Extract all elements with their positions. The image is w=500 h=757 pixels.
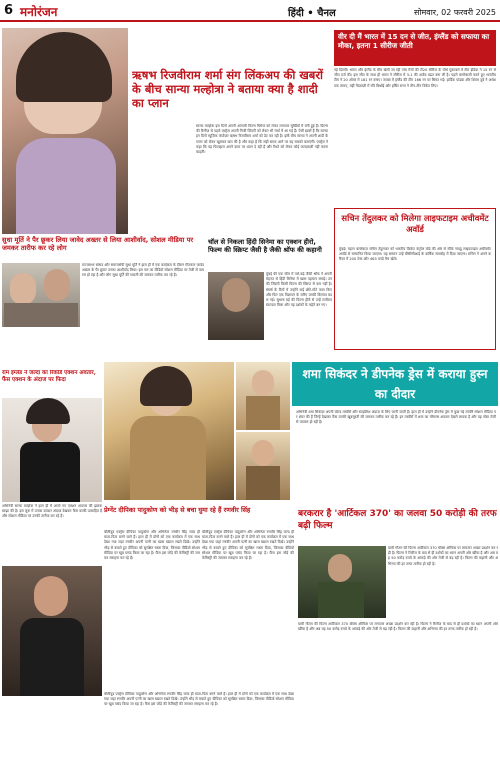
sanya-small-body: अभिनेत्री सान्या मल्होत्रा ने हाल ही में अपने नए एक्शन अवतार की झलक साझा की है। इस लुक में उनका दमदार अंदाज़ देखकर फैंस काफी उत्साहित हैं और सोशल मीडिया पर उनकी तारीफ कर रहे हैं।: [2, 504, 102, 519]
deepika-body-b: बॉलीवुड एक्ट्रेस दीपिका पादुकोण और अभिनेता रणवीर सिंह जल्द ही माता-पिता बनने वाले हैं। हाल ही में दोनों को एक कार्यक्रम में एक साथ देखा गया जहां रणवीर अपनी पत्नी का खास ख्याल रखते दिखे। उन्होंने भीड़ से बचाते हुए दीपिका को सुरक्षित रास्ता दिया, जिसका वीडियो सोशल मीडिया पर खूब पसंद किया जा रहा है। फैंस इस जोड़े की केमिस्ट्री की जमकर सराहना कर रहे हैं।: [202, 530, 294, 561]
cricket-headline: वीर दी मैं भारत में 15 दन से जीत, इंग्लैंड को सफाया का मौका, इतना 1 सीरीज जीती: [334, 30, 496, 66]
lead-headline: ऋषभ रिजवीराम शर्मा संग लिंकअप की खबरों के बीच सान्या मल्होत्रा ने बताया क्या है शादी का प्लान: [132, 68, 324, 110]
chawl-body: मुंबई की एक चॉल में पले-बढ़े जैकी श्रॉफ ने अपनी मेहनत से हिंदी सिनेमा में खास पहचान बनाई। उनकी जिंदगी किसी फिल्म की स्क्रिप्ट से कम नहीं है। संघर्ष के दिनों में उन्होंने कई छोटे-मोटे काम किए और फिर एक विज्ञापन के जरिए उनकी किस्मत बदल गई। सुभाष घई की फिल्म हीरो से उन्हें रातोंरात स्टारडम मिला और वह दर्शकों के चहेते बन गए।: [266, 272, 332, 308]
deepika-body-a: बॉलीवुड एक्ट्रेस दीपिका पादुकोण और अभिनेता रणवीर सिंह जल्द ही माता-पिता बनने वाले हैं। हाल ही में दोनों को एक कार्यक्रम में एक साथ देखा गया जहां रणवीर अपनी पत्नी का खास ख्याल रखते दिखे। उन्होंने भीड़ से बचाते हुए दीपिका को सुरक्षित रास्ता दिया, जिसका वीडियो सोशल मीडिया पर खूब पसंद किया जा रहा है। फैंस इस जोड़े की केमिस्ट्री की जमकर सराहना कर रहे हैं।: [104, 530, 200, 561]
article370-photo: [298, 546, 386, 618]
lead-body: सान्या मल्होत्रा इस दिनों अपनी आगामी फिल्म मिसेज को लेकर लगातार सुर्खियों में बनी हुई हैं। फ़िल्म की रिलीज़ से पहले एक्ट्रेस अपनी निजी ज़िंदगी को लेकर भी चर्चा में आ गई हैं। ऐसी ख़बरें हैं कि सान्या इन दिनों म्यूज़िक कंपोज़र ऋषभ रिजवीराम शर्मा को डेट कर रही हैं। इसी बीच सान्या ने अपनी शादी के प्लान को लेकर खुलकर बात की है और कहा है कि सही समय आने पर वह सबको बताएंगी। एक्ट्रेस ने कहा कि वह फिलहाल अपने काम पर ध्यान दे रही हैं और रिश्ते को लेकर कोई जल्दबाज़ी नहीं करना चाहतीं।: [196, 124, 328, 155]
issue-date: सोमवार, 02 फरवरी 2025: [414, 8, 496, 17]
sudha-body: राज्यसभा सांसद और समाजसेवी सुधा मूर्ति ने हाल ही में एक कार्यक्रम के दौरान गीतकार जावेद अख्तर के पैर छूकर उनका आशीर्वाद लिया। इस पल का वीडियो सोशल मीडिया पर तेजी से वायरल हो रहा है और लोग सुधा मूर्ति की सादगी की जमकर तारीफ कर रहे हैं।: [82, 263, 204, 278]
deepika-caption: बॉलीवुड एक्ट्रेस दीपिका पादुकोण और अभिनेता रणवीर सिंह जल्द ही माता-पिता बनने वाले हैं। हाल ही में दोनों को एक कार्यक्रम में एक साथ देखा गया जहां रणवीर अपनी पत्नी का खास ख्याल रखते दिखे। उन्होंने भीड़ से बचाते हुए दीपिका को सुरक्षित रास्ता दिया, जिसका वीडियो सोशल मीडिया पर खूब पसंद किया जा रहा है। फैंस इस जोड़े की केमिस्ट्री की जमकर सराहना कर रहे हैं।: [104, 692, 294, 707]
chawl-headline: चॉल से निकला हिंदी सिनेमा का एक्शन हीरो, फिल्म की स्क्रिप्ट जैसी है जैकी श्रॉफ की कहानी: [208, 238, 322, 255]
shama-photo-small: [236, 362, 290, 430]
page-number: 6: [4, 3, 14, 18]
section-title: मनोरंजन: [20, 5, 58, 19]
article370-body-side: यामी गौतम की फिल्म आर्टिकल 370 बॉक्स ऑफिस पर लगातार अच्छा प्रदर्शन कर रही है। फिल्म ने रिलीज के बाद से ही दर्शकों का ध्यान अपनी ओर खींचा है और अब यह 50 करोड़ रुपये के आंकड़े की ओर तेजी से बढ़ रही है। फिल्म की कहानी और अभिनय की हर तरफ तारीफ हो रही है।: [388, 546, 498, 566]
shama-photo-small-2: [236, 432, 290, 500]
chawl-photo: [208, 272, 264, 340]
deepika-photo: [2, 566, 102, 696]
shama-photo-main: [104, 362, 234, 500]
sudha-photo: [2, 263, 80, 327]
sudha-headline: सुधा मूर्ति ने पैर छूकर लिया जावेद अख्तर से लिया आशीर्वाद, सोशल मीडिया पर जमकर तारीफ कर रहे लोग: [2, 236, 194, 253]
page-header: [0, 0, 500, 22]
sachin-box: [334, 208, 496, 350]
deepika-headline: प्रेग्नेंट दीपिका पादुकोण को भीड़ से बचा घुमा रहे हैं रणवीर सिंह: [104, 506, 251, 514]
shama-body: अभिनेत्री शमा सिकंदर अपनी बोल्ड तस्वीरों और स्टाइलिश अंदाज़ के लिए जानी जाती हैं। हाल ही में उन्होंने डीपनेक ड्रेस में कुछ नई तस्वीरें सोशल मीडिया पर शेयर की हैं जिन्हें देखकर फैंस उनकी खूबसूरती की जमकर तारीफ कर रहे हैं। इन तस्वीरों में शमा का ग्लैमरस अवतार देखने लायक है और यह पोस्ट तेजी से वायरल हो रही है।: [296, 410, 496, 425]
article370-headline: बरकरार है 'आर्टिकल 370' का जलवा 50 करोड़ी की तरफ बढ़ी फिल्म: [298, 509, 497, 531]
sanya-small-photo: [2, 398, 102, 502]
sanya-small-headline: राम इंग्लेंड ने जल्दा का रिकॉर्ड एक्शन अवतार, फैंस एक्शन के अंदाज पर फिदा: [2, 370, 96, 383]
sachin-headline: सचिन तेंदुलकर को मिलेगा लाइफटाइम अचीवमेंट अवॉर्ड: [341, 213, 489, 234]
lead-photo: [2, 28, 128, 234]
shama-headline: शमा सिकंदर ने डीपनेक ड्रेस में कराया हुस्न का दीदार: [292, 362, 498, 406]
cricket-body: नई दिल्ली। भारत और इंग्लैंड के बीच खेली जा रही पांच मैचों की टी20 सीरीज के चौथे मुकाबले में टीम इंडिया ने 15 रन से जीत दर्ज की। इस जीत के साथ ही भारत ने सीरीज में 3-1 की अजेय बढ़त बना ली है। पहले बल्लेबाज़ी करते हुए भारतीय टीम ने 20 ओवर में 181 रन बनाए। जवाब में इंग्लैंड की टीम 166 रन पर सिमट गई। हार्दिक पांड्या और शिवम दुबे ने अर्धशतक लगाए, वहीं गेंदबाज़ी में रवि बिश्नोई और हर्षित राणा ने तीन-तीन विकेट लिए।: [334, 68, 496, 88]
brand-logo: हिंदी • चैनल: [288, 8, 336, 19]
article370-body: यामी गौतम की फिल्म आर्टिकल 370 बॉक्स ऑफिस पर लगातार अच्छा प्रदर्शन कर रही है। फिल्म ने रिलीज के बाद से ही दर्शकों का ध्यान अपनी ओर खींचा है और अब यह 50 करोड़ रुपये के आंकड़े की ओर तेजी से बढ़ रही है। फिल्म की कहानी और अभिनय की हर तरफ तारीफ हो रही है।: [298, 622, 498, 632]
sachin-body: मुंबई। महान बल्लेबाज़ सचिन तेंदुलकर को भारतीय क्रिकेट कंट्रोल बोर्ड की ओर से सीके नायडू लाइफटाइम अचीवमेंट अवॉर्ड से सम्मानित किया जाएगा। यह सम्मान उन्हें बीसीसीआई के वार्षिक समारोह में दिया जाएगा। सचिन ने अपने करियर में 200 टेस्ट और 463 वनडे मैच खेले।: [339, 247, 491, 262]
